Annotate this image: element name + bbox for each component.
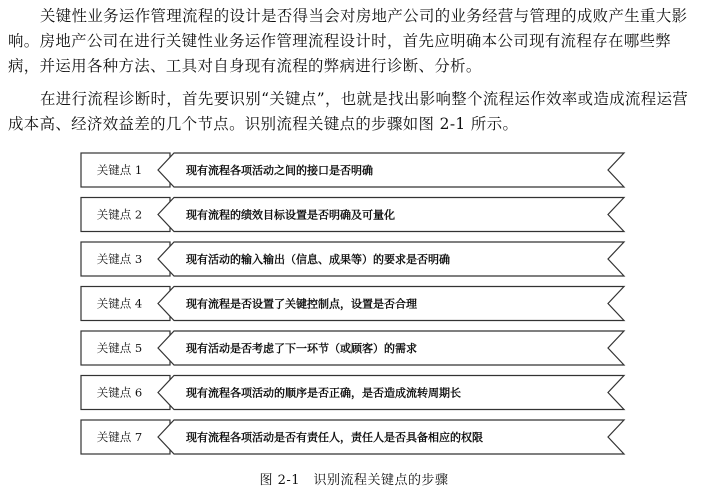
figure-caption: 图 2-1 识别流程关键点的步骤 bbox=[259, 473, 449, 488]
key-point-label: 关键点 7 bbox=[96, 430, 143, 444]
intro-paragraph: 关键性业务运作管理流程的设计是否得当会对房地产公司的业务经营与管理的成败产生重大影响。房地产公司在进行关键性业务运作管理流程设计时，首先应明确本公司现有流程存在哪些弊病，并运用各种方法、工具对自身现有流程的弊病进行诊断、分析。 bbox=[8, 7, 688, 75]
key-point-row bbox=[81, 153, 624, 187]
key-point-question: 现有流程是否设置了关键控制点，设置是否合理 bbox=[186, 297, 417, 311]
key-point-label: 关键点 2 bbox=[96, 207, 143, 222]
key-point-label: 关键点 5 bbox=[96, 341, 143, 355]
key-point-row bbox=[81, 198, 624, 232]
key-point-question: 现有流程各项活动之间的接口是否明确 bbox=[186, 164, 373, 177]
key-point-question: 现有流程的绩效目标设置是否明确及可量化 bbox=[186, 208, 395, 222]
key-point-row bbox=[81, 331, 624, 365]
key-point-row bbox=[81, 420, 624, 454]
key-point-question: 现有活动的输入输出（信息、成果等）的要求是否明确 bbox=[186, 253, 450, 266]
key-point-question: 现有流程各项活动是否有责任人，责任人是否具备相应的权限 bbox=[186, 431, 483, 444]
key-point-label: 关键点 1 bbox=[96, 163, 143, 177]
key-point-label: 关键点 6 bbox=[96, 385, 143, 400]
key-point-question: 现有活动是否考虑了下一环节（或顾客）的需求 bbox=[186, 342, 417, 355]
key-point-row bbox=[81, 376, 624, 410]
key-point-row bbox=[81, 242, 624, 276]
key-point-label: 关键点 3 bbox=[96, 252, 143, 266]
diagnosis-paragraph: 在进行流程诊断时，首先要识别“关键点”，也就是找出影响整个流程运作效率或造成流程运营成本高、经济效益差的几个节点。识别流程关键点的步骤如图 2-1 所示。 bbox=[8, 90, 689, 133]
key-point-label: 关键点 4 bbox=[96, 296, 143, 311]
key-point-row bbox=[81, 287, 624, 321]
key-point-question: 现有流程各项活动的顺序是否正确，是否造成流转周期长 bbox=[186, 386, 461, 400]
